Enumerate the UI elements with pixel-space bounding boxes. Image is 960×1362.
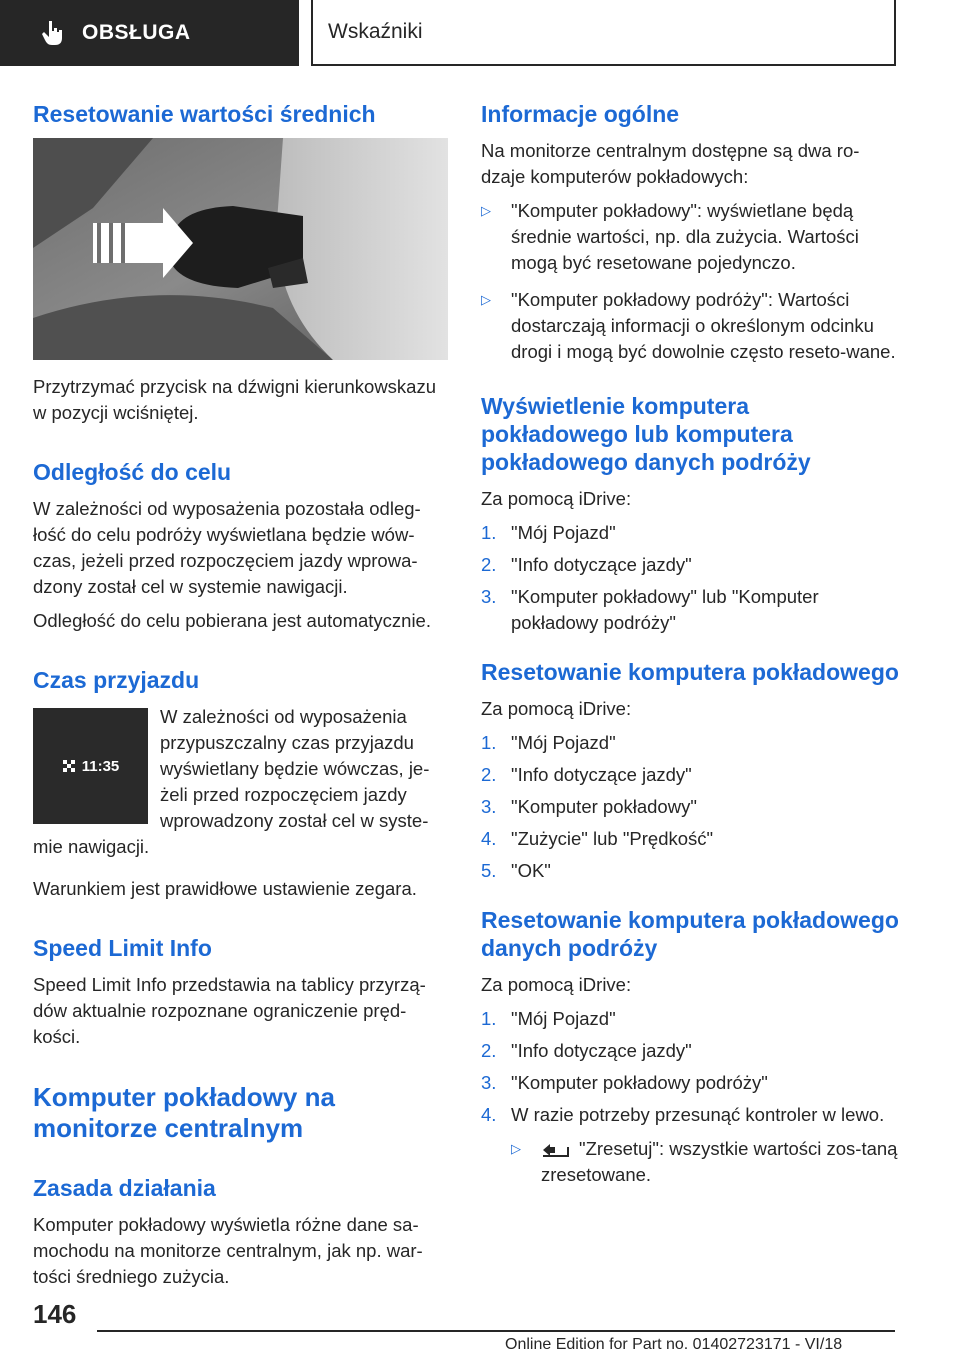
heading-speed-limit: Speed Limit Info xyxy=(33,935,212,961)
arrival-time-display xyxy=(33,708,148,824)
list-item: 2. "Info dotyczące jazdy" xyxy=(481,764,692,785)
sub-step-text: "Zresetuj": wszystkie wartości zos‐taną zresetowane. xyxy=(541,1138,898,1185)
paragraph-speed-limit: Speed Limit Info przedstawia na tablicy przyrzą‐dów aktualnie rozpoznane ograniczenie pręd‐kości. xyxy=(33,974,426,1047)
chapter-tab xyxy=(311,0,896,66)
bullet-triangle-icon: ▷ xyxy=(481,203,491,218)
list-item: ▷ "Komputer pokładowy podróży": Wartości dostarczają informacji o określonym odcinku drogi i mogą być dowolnie często reseto‐wane. xyxy=(481,289,896,362)
back-arrow-icon xyxy=(541,1143,571,1157)
paragraph-distance-2: Odległość do celu pobierana jest automatycznie. xyxy=(33,610,431,631)
page-number: 146 xyxy=(33,1299,77,1329)
heading-arrival: Czas przyjazdu xyxy=(33,667,200,693)
list-item: 3. "Komputer pokładowy" lub "Komputer pokładowy podróży" xyxy=(481,586,819,633)
right-column xyxy=(481,100,901,1194)
paragraph-via-idrive-1: Za pomocą iDrive: xyxy=(481,488,632,509)
sub-step xyxy=(511,1136,901,1188)
paragraph-arrival-1: W zależności od wyposażenia przypuszczalny czas przyjazdu wyświetlany będzie wówczas, je‐żeli przed rozpoczęciem jazdy wprowadzony został cel w syste‐mie nawigacji. xyxy=(33,706,430,857)
list-item: 1. "Mój Pojazd" xyxy=(481,732,616,753)
navigation-flag-icon xyxy=(62,759,76,773)
list-item: 3. "Komputer pokładowy" xyxy=(481,796,697,817)
heading-distance: Odległość do celu xyxy=(33,459,232,485)
heading-principle: Zasada działania xyxy=(33,1175,216,1201)
list-item: 2. "Info dotyczące jazdy" xyxy=(481,1040,692,1061)
paragraph-general: Na monitorze centralnym dostępne są dwa ro‐dzaje komputerów pokładowych: xyxy=(481,140,860,187)
section-title: OBSŁUGA xyxy=(82,21,191,44)
list-item: 4. "Zużycie" lub "Prędkość" xyxy=(481,828,714,849)
steps-display-list xyxy=(481,520,901,636)
edition-info: Online Edition for Part no. 01402723171 - VI/18 xyxy=(505,1336,843,1353)
bullet-triangle-icon: ▷ xyxy=(481,292,491,307)
list-item: 2. "Info dotyczące jazdy" xyxy=(481,554,692,575)
arrival-time-value: 11:35 xyxy=(81,757,120,775)
turn-signal-lever-photo xyxy=(33,138,448,360)
heading-onboard-computer: Komputer pokładowy na monitorze centralnym xyxy=(33,1082,335,1143)
paragraph-via-idrive-3: Za pomocą iDrive: xyxy=(481,974,632,995)
section-tab xyxy=(0,0,299,66)
list-item: 5. "OK" xyxy=(481,860,551,881)
heading-reset-computer: Resetowanie komputera pokładowego xyxy=(481,659,899,685)
heading-general: Informacje ogólne xyxy=(481,101,680,127)
paragraph-via-idrive-2: Za pomocą iDrive: xyxy=(481,698,632,719)
heading-reset-trip-computer: Resetowanie komputera pokładowego danych podróży xyxy=(481,907,899,961)
paragraph-principle: Komputer pokładowy wyświetla różne dane sa‐mochodu na monitorze centralnym, jak np. war‐tości średniego zużycia. xyxy=(33,1214,423,1287)
list-item: ▷ "Komputer pokładowy": wyświetlane będą średnie wartości, np. dla zużycia. Wartości mogą być resetowane pojedynczo. xyxy=(481,200,859,273)
hand-pointer-icon xyxy=(40,19,66,47)
list-item: 3. "Komputer pokładowy podróży" xyxy=(481,1072,768,1093)
paragraph-distance-1: W zależności od wyposażenia pozostała odleg‐łość do celu podróży wyświetlana będzie wów‐czas, jeżeli przed rozpoczęciem jazdy wprowa‐dzony został cel w systemie nawigacji. xyxy=(33,498,421,597)
heading-reset-averages: Resetowanie wartości średnich xyxy=(33,101,376,127)
bullet-triangle-icon: ▷ xyxy=(511,1141,521,1156)
computer-types-list xyxy=(481,198,901,365)
list-item: 4. W razie potrzeby przesunąć kontroler w lewo. ▷ "Zresetuj": wszystkie wartości zos‐taną zresetowane. xyxy=(481,1102,901,1188)
paragraph-reset: Przytrzymać przycisk na dźwigni kierunkowskazu w pozycji wciśniętej. xyxy=(33,376,437,423)
list-item: 1. "Mój Pojazd" xyxy=(481,522,616,543)
footer-divider xyxy=(97,1330,895,1332)
steps-reset-list xyxy=(481,730,901,884)
paragraph-arrival-2: Warunkiem jest prawidłowe ustawienie zegara. xyxy=(33,878,417,899)
list-item: 1. "Mój Pojazd" xyxy=(481,1008,616,1029)
steps-reset-trip-list xyxy=(481,1006,901,1188)
chapter-title: Wskaźniki xyxy=(328,20,423,43)
heading-display-computer: Wyświetlenie komputera pokładowego lub komputera pokładowego danych podróży xyxy=(481,393,811,475)
left-column xyxy=(33,100,448,1298)
